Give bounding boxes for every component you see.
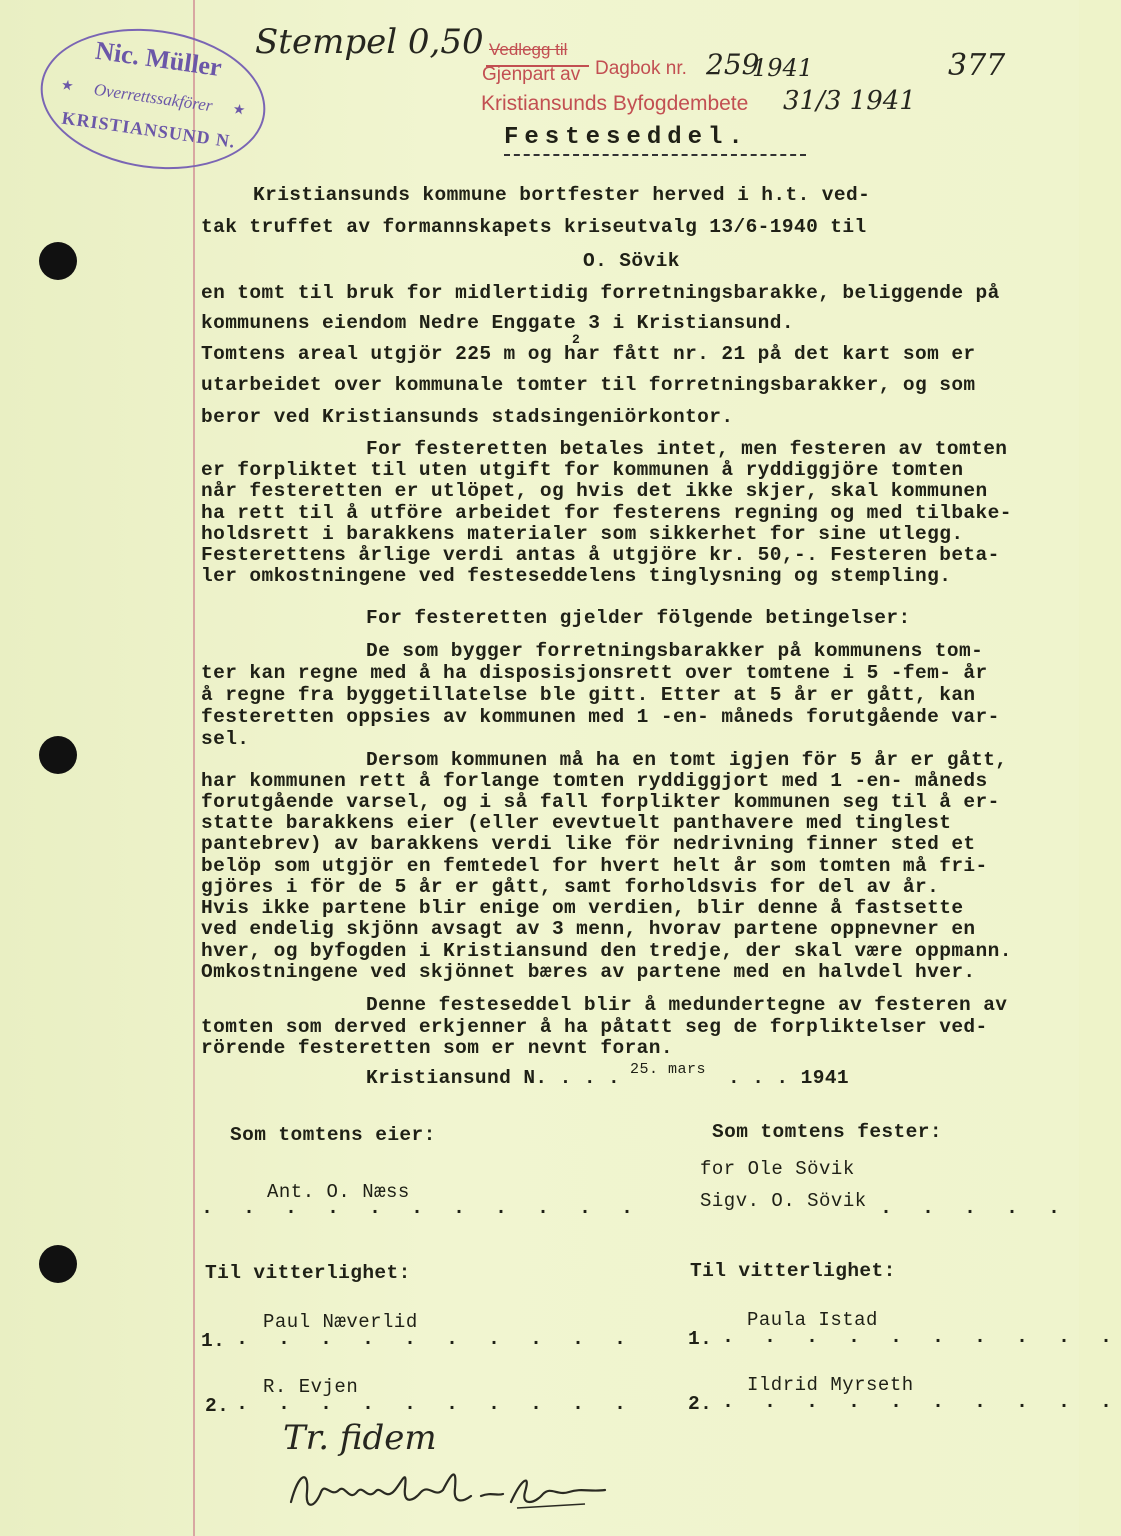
body-line: beror ved Kristiansunds stadsingeniörkontor.: [201, 406, 734, 428]
body-line: sel.: [201, 728, 250, 750]
judge-signature: [285, 1462, 615, 1522]
body-line: tomten som derved erkjenner å ha påtatt seg de forpliktelser ved-: [201, 1016, 988, 1038]
body-line: festeretten oppsies av kommunen med 1 -en- måneds forutgående var-: [201, 706, 1000, 728]
body-line: holdsrett i barakkens materialer som sikkerhet for sine utlegg.: [201, 523, 964, 545]
body-line: rörende festeretten som er nevnt foran.: [201, 1037, 673, 1059]
body-line: utarbeidet over kommunale tomter til forretningsbarakker, og som: [201, 374, 976, 396]
office-name: Kristiansunds Byfogdembete: [481, 92, 749, 115]
body-line: gjöres i för de 5 år er gått, samt forholdsvis for del av år.: [201, 876, 940, 898]
superscript-2: 2: [572, 332, 581, 347]
date-typed: 25. mars: [630, 1061, 707, 1078]
body-line: Festerettens årlige verdi antas å utgjöre kr. 50,-. Festeren beta-: [201, 544, 1000, 566]
witness-line: . . . . . . . . . .: [722, 1391, 1121, 1414]
stamp-title: Overrettssakförer: [92, 79, 214, 116]
witness-label-right: Til vitterlighet:: [690, 1260, 896, 1282]
body-line: ter kan regne med å ha disposisjonsrett over tomtene i 5 -fem- år: [201, 662, 988, 684]
body-line: forutgående varsel, og i så fall forplikter kommunen seg til å er-: [201, 791, 1000, 813]
body-line: når festeretten er utlöpet, og hvis det ikke skjer, skal kommunen: [201, 480, 988, 502]
body-line: ha rett til å utföre arbeidet for festerens regning og med tilbake-: [201, 502, 1012, 524]
body-line: pantebrev) av barakkens verdi like för nedrivning finner sted et: [201, 833, 976, 855]
tenant-name: O. Sövik: [583, 250, 680, 272]
title-underline: [504, 154, 806, 156]
body-line: ler omkostningene ved festeseddelens tinglysning og stempling.: [201, 565, 952, 587]
star-icon: ★: [231, 102, 247, 119]
witness-left-2: R. Evjen: [263, 1376, 359, 1398]
tenant-signature-line: . . . . .: [880, 1197, 1070, 1220]
body-line: statte barakkens eier (eller evevtuelt panthavere med tinglest: [201, 812, 952, 834]
place-line: Kristiansund N. . . .: [366, 1067, 621, 1089]
margin-line: [193, 0, 195, 1536]
body-line: For festeretten betales intet, men festeren av tomten: [366, 438, 1008, 460]
body-line: en tomt til bruk for midlertidig forretningsbarakke, beliggende på: [201, 282, 1000, 304]
journal-number: 259: [706, 48, 760, 81]
stamp-fee-note: Stempel 0,50: [255, 22, 484, 62]
body-line: Tomtens areal utgjör 225 m og har fått nr. 21 på det kart som er: [201, 343, 976, 365]
tenant-for: for Ole Sövik: [700, 1158, 855, 1180]
stamp-name: Nic. Müller: [93, 35, 224, 83]
document-title: Festeseddel.: [504, 124, 749, 151]
journal-year: 1941: [752, 54, 814, 82]
body-line: hver, og byfogden i Kristiansund den tredje, der skal være oppmann.: [201, 940, 1012, 962]
year-line: . . . 1941: [728, 1067, 850, 1089]
registered-date: 31/3 1941: [783, 86, 916, 116]
punch-hole: [39, 1245, 77, 1283]
witness-num: 1.: [201, 1330, 226, 1352]
owner-name: Ant. O. Næss: [267, 1181, 410, 1203]
witness-num: 2.: [688, 1393, 713, 1415]
body-line: kommunens eiendom Nedre Enggate 3 i Kristiansund.: [201, 312, 794, 334]
body-line: De som bygger forretningsbarakker på kommunens tom-: [366, 640, 984, 662]
punch-hole: [39, 242, 77, 280]
copy-of-label: Gjenpart av: [482, 64, 581, 85]
punch-hole: [39, 736, 77, 774]
body-line: er forpliktet til uten utgift for kommunen å ryddiggjöre tomten: [201, 459, 964, 481]
witness-right-1: Paula Istad: [747, 1309, 878, 1331]
witness-line: . . . . . . . . . .: [236, 1393, 636, 1416]
witness-right-2: Ildrid Myrseth: [747, 1374, 914, 1396]
body-line: har kommunen rett å forlange tomten ryddiggjort med 1 -en- måneds: [201, 770, 988, 792]
body-line: å regne fra byggetillatelse ble gitt. Etter at 5 år er gått, kan: [201, 684, 976, 706]
journal-label: Dagbok nr.: [595, 58, 687, 79]
stamp-place: KRISTIANSUND N.: [60, 107, 237, 152]
witness-num: 2.: [205, 1395, 230, 1417]
page-number: 377: [948, 48, 1006, 83]
conditions-heading: For festeretten gjelder fölgende betingelser:: [366, 607, 911, 629]
owner-label: Som tomtens eier:: [230, 1124, 436, 1146]
body-line: ved endelig skjönn avsagt av 3 menn, hvorav partene oppnevner en: [201, 918, 976, 940]
body-line: Denne festeseddel blir å medundertegne av festeren av: [366, 994, 1008, 1016]
witness-line: . . . . . . . . . .: [722, 1326, 1121, 1349]
witness-label-left: Til vitterlighet:: [205, 1262, 411, 1284]
owner-signature-line: . . . . . . . . . . .: [201, 1197, 643, 1220]
struck-text: Vedlegg til: [489, 40, 568, 59]
star-icon: ★: [59, 78, 75, 95]
tenant-name-signed: Sigv. O. Sövik: [700, 1190, 867, 1212]
body-line: Hvis ikke partene blir enige om verdien, blir denne å fastsette: [201, 897, 964, 919]
tenant-label: Som tomtens fester:: [712, 1121, 942, 1143]
witness-num: 1.: [688, 1328, 713, 1350]
body-line: belöp som utgjör en femtedel for hvert helt år som tomten må fri-: [201, 855, 988, 877]
body-line: Kristiansunds kommune bortfester herved i h.t. ved-: [253, 184, 871, 206]
body-line: Omkostningene ved skjönnet bæres av partene med en halvdel hver.: [201, 961, 976, 983]
body-line: tak truffet av formannskapets kriseutvalg 13/6-1940 til: [201, 216, 867, 238]
witness-line: . . . . . . . . . .: [236, 1328, 636, 1351]
body-line: Dersom kommunen må ha en tomt igjen för 5 år er gått,: [366, 749, 1008, 771]
certification-note: Tr. fidem: [283, 1418, 437, 1458]
witness-left-1: Paul Næverlid: [263, 1311, 418, 1333]
